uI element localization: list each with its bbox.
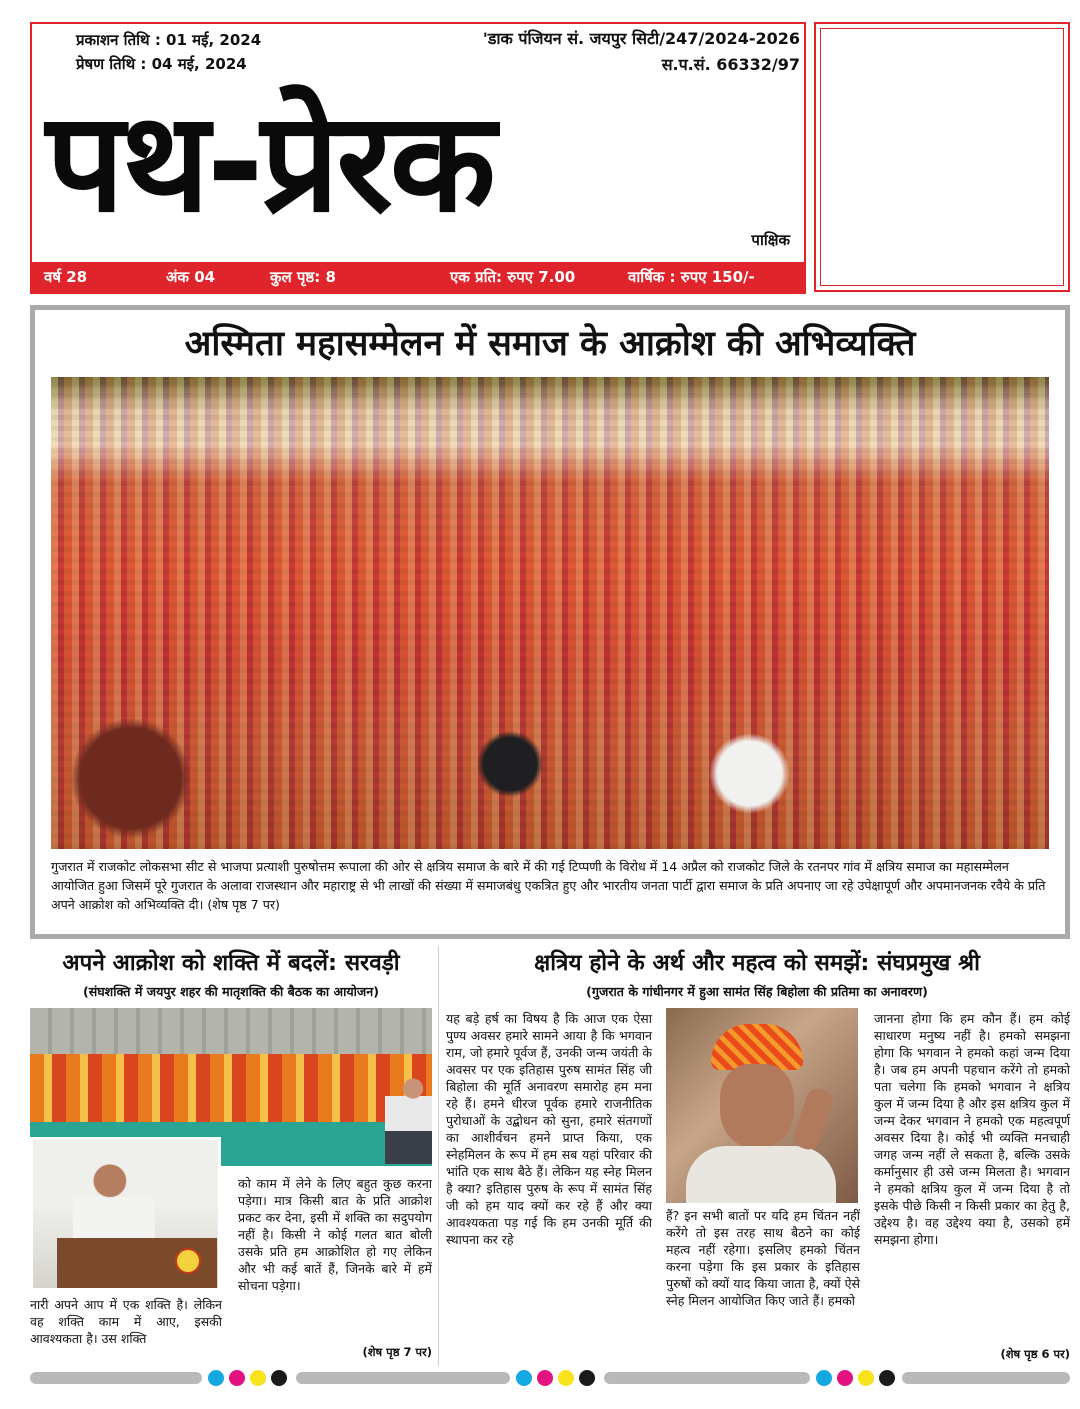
- ad-box-inner: [820, 28, 1064, 286]
- story-two-column-right: को काम में लेने के लिए बहुत कुछ करना पड़ेगा। मात्र किसी बात के प्रति आक्रोश प्रकट कर देना, इसी में शक्ति का सदुपयोग नहीं है। किसी ने कोई गलत बात बोली उसके प्रति हम आक्रोशित हो गए लेकिन और भी कई बातें हैं, जिनके बारे में हमें सोचना पड़ेगा।: [238, 1176, 432, 1293]
- story-two-subheadline: (संघशक्ति में जयपुर शहर की मातृशक्ति की बैठक का आयोजन): [82, 984, 380, 999]
- periodicity-label: पाक्षिक: [751, 231, 790, 249]
- raised-hand: [791, 1086, 835, 1153]
- issue-label: अंक 04: [166, 268, 216, 286]
- registration-dot: [879, 1370, 895, 1386]
- masthead: [30, 22, 806, 294]
- story-three-continued: (शेष पृष्ठ 6 पर): [1000, 1347, 1070, 1361]
- lead-headline: अस्मिता महासम्मेलन में समाज के आक्रोश की अभिव्यक्ति: [184, 324, 916, 364]
- face: [720, 1064, 794, 1148]
- registration-dot: [208, 1370, 224, 1386]
- registration-dot: [837, 1370, 853, 1386]
- registration-dot: [579, 1370, 595, 1386]
- sangh-pramukh-portrait: [666, 1008, 858, 1203]
- dispatch-date: प्रेषण तिथि : 04 मई, 2024: [76, 55, 247, 73]
- pages-label: कुल पृष्ठ: 8: [270, 268, 336, 286]
- story-two-column-left: नारी अपने आप में एक शक्ति है। लेकिन वह शक्ति काम में आए, इसकी आवश्यकता है। उस शक्ति: [30, 1297, 222, 1346]
- registration-bar: [902, 1372, 1070, 1384]
- year-label: वर्ष 28: [44, 268, 88, 286]
- annual-price-label: वार्षिक : रुपए 150/-: [628, 268, 755, 286]
- issue-info-bar: [32, 262, 804, 292]
- date-block: [76, 28, 261, 76]
- registration-bar: [30, 1372, 202, 1384]
- podium-emblem-icon: [175, 1248, 201, 1274]
- registration-bar: [604, 1372, 810, 1384]
- crowd-photo: [51, 377, 1049, 849]
- registration-dot: [537, 1370, 553, 1386]
- newspaper-title: पथ-प्रेरक: [46, 82, 493, 243]
- price-label: एक प्रति: रुपए 7.00: [450, 268, 576, 286]
- registration-dot: [229, 1370, 245, 1386]
- registration-number: स.प.सं. 66332/97: [661, 55, 800, 74]
- ad-box: [814, 22, 1070, 292]
- lead-caption: गुजरात में राजकोट लोकसभा सीट से भाजपा प्रत्याशी पुरुषोत्तम रूपाला की ओर से क्षत्रिय समाज के बारे में की गई टिप्पणी के विरोध में 14 अप्रैल को राजकोट जिले के रतनपर गांव में क्षत्रिय समाज का महासम्मेलन आयोजित हुआ जिसमें पूरे गुजरात के अलावा राजस्थान और महाराष्ट्र से भी लाखों की संख्या में समाजबंधु एकत्रित हुए और भारतीय जनता पार्टी द्वारा समाज के प्रति अपनाए जा रहे उपेक्षापूर्ण और अपमानजनक रवैये के प्रति अपने आक्रोश को अभिव्यक्ति दी। (शेष पृष्ठ 7 पर): [51, 859, 1046, 912]
- lead-story: [30, 305, 1070, 939]
- kurta: [686, 1146, 836, 1203]
- story-three-column-3: जानना होगा कि हम कौन हैं। हम कोई साधारण मनुष्य नहीं है। हमको समझना होगा कि भगवान ने हमको कहां जन्म दिया है। जब हम अपनी पहचान करेंगे तो हमको पता चलेगा कि हमको भगवान ने क्षत्रिय कुल में जन्म दिया है और इस क्षत्रिय कुल में जन्म देकर भगवान ने हमको एक महत्वपूर्ण अवसर दिया है। कोई भी व्यक्ति मनचाही जगह जन्म नहीं ले सकता है, बल्कि उसके कर्मानुसार ही उसे जन्म मिलता है। भगवान ने हमको क्षत्रिय कुल में जन्म दिया है तो इसके पीछे किसी न किसी प्रकार का हेतु है, उद्देश्य है। वह उद्देश्य क्या है, उसको हमें समझना होगा।: [874, 1011, 1070, 1247]
- meeting-photo-person: [385, 1072, 432, 1164]
- speaker-photo: [30, 1137, 221, 1291]
- registration-dot: [250, 1370, 266, 1386]
- registration-dot: [516, 1370, 532, 1386]
- registration-block: [483, 26, 800, 78]
- story-two-continued: (शेष पृष्ठ 7 पर): [362, 1345, 432, 1359]
- story-three-subheadline: (गुजरात के गांधीनगर में हुआ सामंत सिंह बिहोला की प्रतिमा का अनावरण): [586, 984, 928, 999]
- registration-dot: [271, 1370, 287, 1386]
- meeting-photo-roof: [30, 1008, 432, 1054]
- story-three-column-2: हैं? इन सभी बातों पर यदि हम चिंतन नहीं करेंगे तो इस तरह साथ बैठने का कोई महत्व नहीं रहेगा। इसलिए हमको चिंतन करना पड़ेगा कि इस प्रकार के इतिहास पुरुषों को क्यों याद किया जाता है, क्यों ऐसे स्नेह मिलन आयोजित किए जाते हैं। हमको: [666, 1208, 860, 1308]
- registration-bar: [296, 1372, 510, 1384]
- publication-date: प्रकाशन तिथि : 01 मई, 2024: [76, 31, 262, 49]
- column-divider: [438, 946, 439, 1366]
- story-three-headline: क्षत्रिय होने के अर्थ और महत्व को समझें: संघप्रमुख श्री: [534, 950, 980, 976]
- crowd-photo-image: [51, 377, 1049, 849]
- registration-dot: [816, 1370, 832, 1386]
- postal-registration: 'डाक पंजियन सं. जयपुर सिटी/247/2024-2026: [482, 29, 800, 48]
- registration-dot: [558, 1370, 574, 1386]
- story-two-headline: अपने आक्रोश को शक्ति में बदलें: सरवड़ी: [62, 950, 400, 976]
- registration-dot: [858, 1370, 874, 1386]
- story-three-column-1: यह बड़े हर्ष का विषय है कि आज एक ऐसा पुण्य अवसर हमारे सामने आया है कि भगवान राम, जो हमारे पूर्वज हैं, उनकी जन्म जयंती के अवसर पर एक इतिहास पुरुष सामंत सिंह जी बिहोला की मूर्ति अनावरण समारोह हम मना रहे हैं। हमने धीरज पूर्वक हमारे राजनीतिक पुरोधाओं के उद्बोधन को सुना, हमारे संतगणों का आशीर्वचन हमने प्राप्त किया, एक स्नेहमिलन के रूप में हम सब यहां परिवार की भांति एक साथ बैठे हैं। लेकिन यह स्नेह मिलन है क्या? इतिहास पुरुष के रूप में सामंत सिंह जी को हम याद क्यों कर रहे हैं और क्या आवश्यकता पड़ गई कि हम उनकी मूर्ति की स्थापना कर रहे: [446, 1011, 652, 1247]
